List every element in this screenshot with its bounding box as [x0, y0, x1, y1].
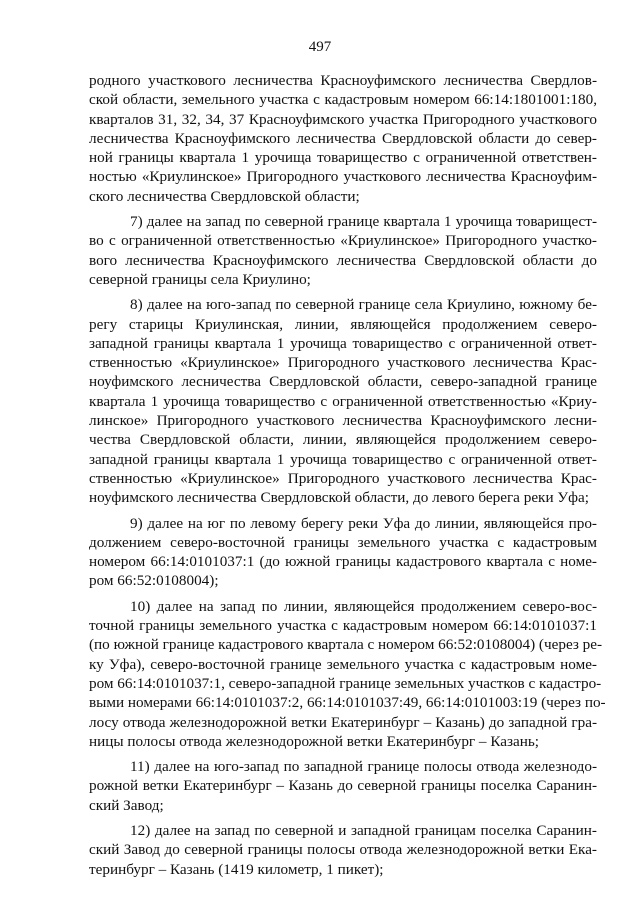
- text-line: должением северо-восточной границы земельного участка с кадастровым: [89, 533, 597, 551]
- text-line: точной границы земельного участка с кадастровым номером 66:14:0101037:1: [89, 617, 597, 635]
- text-line: ский Завод до северной границы полосы отвода железнодорожной ветки Ека-: [89, 841, 597, 859]
- text-line: ром 66:14:0101037:1, северо-западной границе земельных участков с кадастро-: [89, 674, 602, 692]
- text-line: родного участкового лесничества Красноуфимского лесничества Свердлов-: [89, 72, 597, 89]
- paragraph: [89, 821, 597, 879]
- text-line: во с ограниченной ответственностью «Криулинское» Пригородного участко-: [89, 232, 597, 250]
- text-line: ственностью «Криулинское» Пригородного участкового лесничества Крас-: [89, 354, 597, 372]
- text-line: ноуфимского лесничества Свердловской области, до левого берега реки Уфа;: [89, 489, 589, 507]
- text-line: ку Уфа), северо-восточной границе земельного участка с кадастровым номе-: [89, 655, 597, 673]
- text-line: ницы полосы отвода железнодорожной ветки Екатеринбург – Казань;: [89, 732, 540, 750]
- text-line: 10) далее на запад по линии, являющейся продолжением северо-вос-: [130, 597, 597, 615]
- text-line: ской области, земельного участка с кадастровым номером 66:14:1801001:180,: [89, 91, 597, 109]
- paragraph: [89, 597, 606, 751]
- text-line: ноуфимского лесничества Свердловской области, северо-западной границе: [89, 373, 597, 391]
- text-line: 9) далее на юг по левому берегу реки Уфа до линии, являющейся про-: [130, 514, 597, 532]
- text-line: 7) далее на запад по северной границе квартала 1 урочища товарищест-: [130, 213, 597, 231]
- text-line: северной границы села Криулино;: [89, 270, 311, 288]
- text-line: теринбург – Казань (1419 километр, 1 пикет);: [89, 860, 384, 878]
- text-line: регу старицы Криулинская, линии, являющейся продолжением северо-: [89, 315, 597, 333]
- text-line: лосу отвода железнодорожной ветки Екатеринбург – Казань) до западной гра-: [89, 713, 597, 731]
- text-line: ной границы квартала 1 урочища товарищество с ограниченной ответствен-: [89, 149, 597, 167]
- text-line: вого лесничества Красноуфимского лесничества Свердловской области до: [89, 251, 597, 269]
- document-body: [89, 71, 606, 885]
- text-line: ственностью «Криулинское» Пригородного участкового лесничества Крас-: [89, 469, 597, 487]
- text-line: ского лесничества Свердловской области;: [89, 187, 360, 205]
- text-line: (по южной границе кадастрового квартала с номером 66:52:0108004) (через ре-: [89, 636, 603, 654]
- text-line: лесничества Красноуфимского лесничества Свердловской области до север-: [89, 129, 597, 147]
- text-line: кварталов 31, 32, 34, 37 Красноуфимского участка Пригородного участкового: [89, 110, 597, 128]
- text-line: выми номерами 66:14:0101037:2, 66:14:0101037:49, 66:14:0101003:19 (через по-: [89, 694, 606, 712]
- paragraph: [89, 71, 597, 206]
- text-line: 8) далее на юго-запад по северной границе села Криулино, южному бе-: [130, 296, 597, 314]
- text-line: ский Завод;: [89, 796, 164, 814]
- text-line: 11) далее на юго-запад по западной границе полосы отвода железнодо-: [130, 758, 597, 776]
- text-line: 12) далее на запад по северной и западной границам поселка Саранин-: [130, 821, 597, 839]
- paragraph: [89, 757, 597, 815]
- page-number: 497: [308, 39, 332, 55]
- text-line: западной границы квартала 1 урочища товарищество с ограниченной ответ-: [89, 450, 597, 468]
- text-line: линское» Пригородного участкового лесничества Красноуфимского лесни-: [89, 412, 597, 430]
- text-line: квартала 1 урочища товарищество с ограниченной ответственностью «Криу-: [89, 392, 597, 410]
- text-line: номером 66:14:0101037:1 (до южной границы кадастрового квартала с номе-: [89, 553, 597, 571]
- text-line: ром 66:52:0108004);: [89, 572, 219, 590]
- text-line: западной границы квартала 1 урочища товарищество с ограниченной ответ-: [89, 334, 597, 352]
- paragraph: [89, 212, 597, 289]
- text-line: рожной ветки Екатеринбург – Казань до северной границы поселка Саранин-: [89, 777, 597, 795]
- paragraph: [89, 295, 597, 507]
- text-line: чества Свердловской области, линии, являющейся продолжением северо-: [89, 431, 597, 449]
- paragraph: [89, 514, 597, 591]
- text-line: ностью «Криулинское» Пригородного участкового лесничества Красноуфим-: [89, 168, 597, 186]
